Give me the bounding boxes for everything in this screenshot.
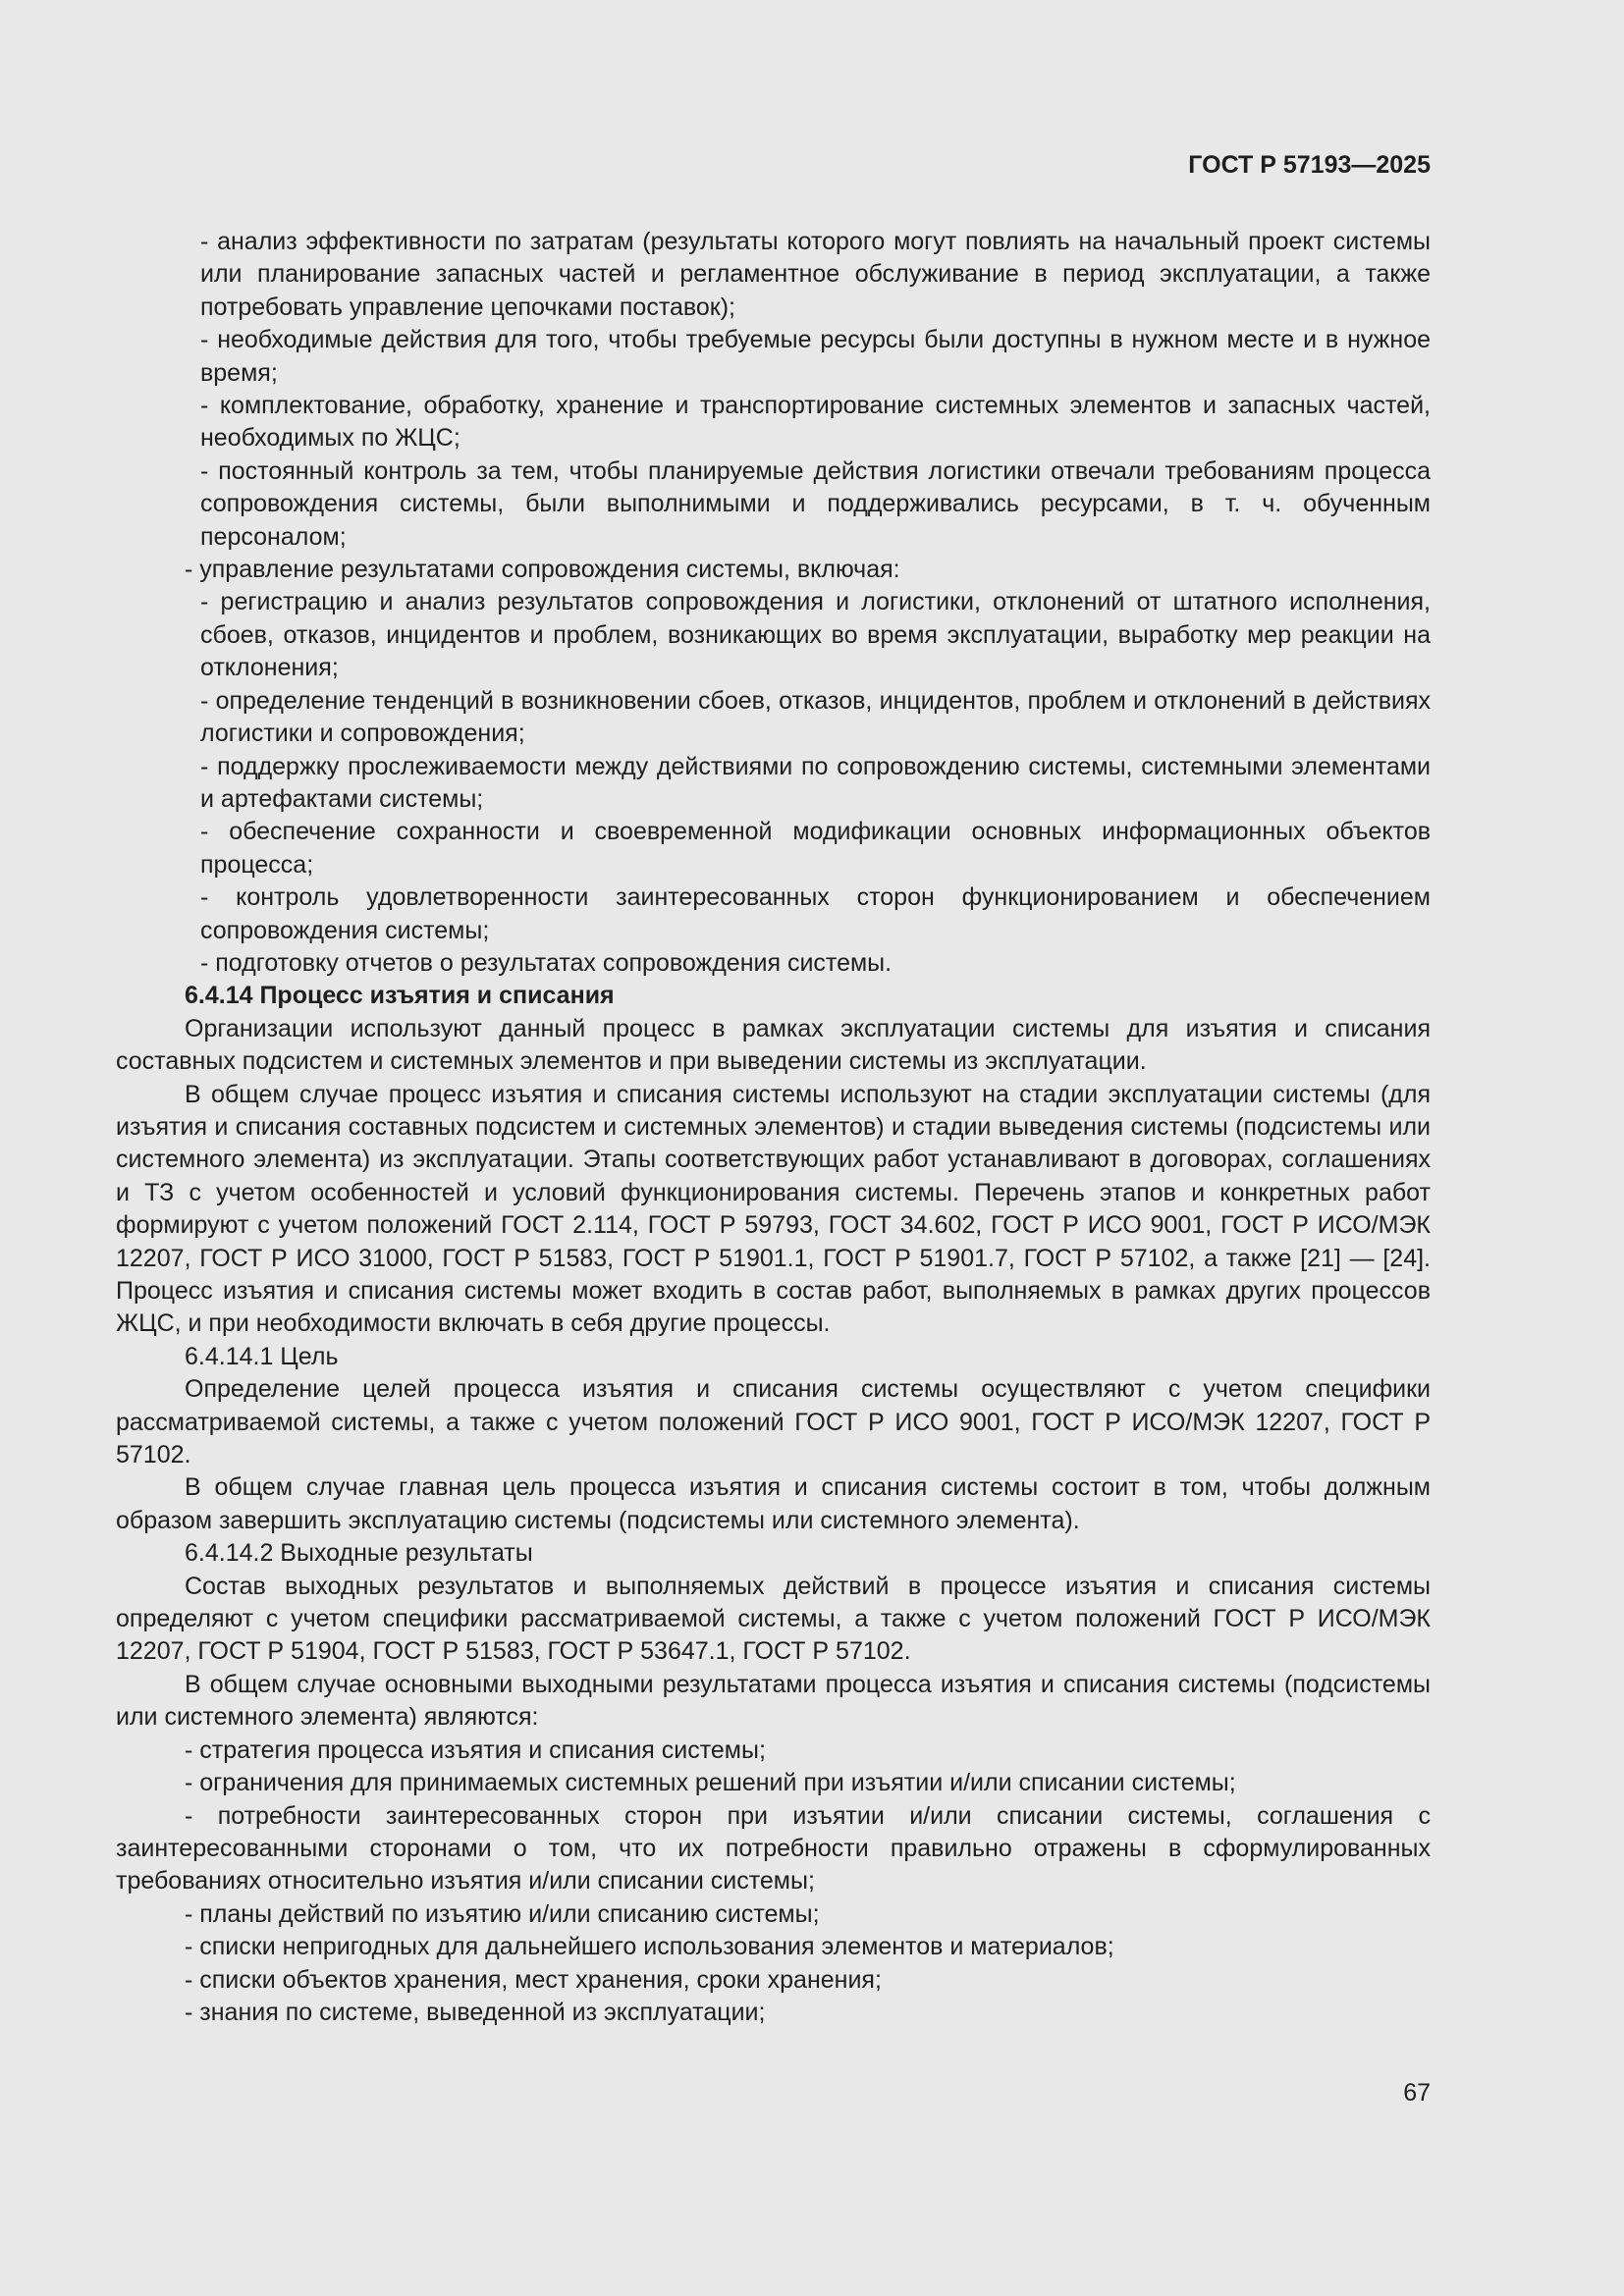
paragraph: - обеспечение сохранности и своевременной модификации основных информационных объектов процесса; (200, 818, 1431, 879)
paragraph: - управление результатами сопровождения системы, включая: (185, 556, 900, 584)
paragraph: - комплектование, обработку, хранение и транспортирование системных элементов и запасных частей, необходимых по ЖЦС; (200, 392, 1431, 453)
paragraph: - списки непригодных для дальнейшего использования элементов и материалов; (185, 1933, 1114, 1961)
paragraph: - постоянный контроль за тем, чтобы планируемые действия логистики отвечали требованиям процесса сопровождения системы, были выполнимыми и поддерживались ресурсами, в т. ч. обученным персоналом; (200, 456, 1431, 551)
paragraph: - списки объектов хранения, мест хранения, сроки хранения; (185, 1965, 882, 1994)
paragraph: Состав выходных результатов и выполняемых действий в процессе изъятия и списания системы определяют с учетом специфики рассматриваемой системы, а также с учетом положений ГОСТ Р ИСО/МЭК 12207, ГОСТ Р 51904, ГОСТ Р 51583, ГОСТ Р 53647.1, ГОСТ Р 57102. (116, 1572, 1431, 1666)
paragraph: - необходимые действия для того, чтобы требуемые ресурсы были доступны в нужном месте и в нужное время; (200, 326, 1431, 387)
paragraph: В общем случае основными выходными результатами процесса изъятия и списания системы (подсистемы или системного элемента) являются: (116, 1670, 1431, 1732)
paragraph: - определение тенденций в возникновении сбоев, отказов, инцидентов, проблем и отклонений в действиях логистики и сопровождения; (200, 686, 1431, 748)
paragraph: - стратегия процесса изъятия и списания системы; (185, 1735, 766, 1764)
document-body (116, 226, 1431, 2029)
paragraph: - ограничения для принимаемых системных решений при изъятии и/или списании системы; (185, 1769, 1236, 1797)
section-heading: 6.4.14 Процесс изъятия и списания (185, 982, 615, 1010)
paragraph: - регистрацию и анализ результатов сопровождения и логистики, отклонений от штатного исполнения, сбоев, отказов, инцидентов и проблем, возникающих во время эксплуатации, выработку мер реакции на отклонения; (200, 588, 1431, 682)
paragraph: Организации используют данный процесс в рамках эксплуатации системы для изъятия и списания составных подсистем и системных элементов и при выведении системы из эксплуатации. (116, 1014, 1431, 1076)
paragraph: - подготовку отчетов о результатах сопровождения системы. (200, 948, 893, 977)
paragraph: - контроль удовлетворенности заинтересованных сторон функционированием и обеспечением сопровождения системы; (200, 883, 1431, 944)
paragraph: 6.4.14.1 Цель (185, 1342, 339, 1370)
paragraph: В общем случае главная цель процесса изъятия и списания системы состоит в том, чтобы должным образом завершить эксплуатацию системы (подсистемы или системного элемента). (116, 1473, 1431, 1534)
paragraph: - анализ эффективности по затратам (результаты которого могут повлиять на начальный проект системы или планирование запасных частей и регламентное обслуживание в период эксплуатации, а также потребовать управление цепочками поставок); (200, 228, 1431, 321)
document-header: ГОСТ Р 57193—2025 (1188, 151, 1431, 179)
paragraph: 6.4.14.2 Выходные результаты (185, 1539, 533, 1568)
paragraph: В общем случае процесс изъятия и списания системы используют на стадии эксплуатации системы (для изъятия и списания составных подсистем и системных элементов) и стадии выведения системы (подсистемы или системного элемента) из эксплуатации. Этапы соответствующих работ устанавливают в договорах, соглашениях и ТЗ с учетом особенностей и условий функционирования системы. Перечень этапов и конкретных работ формируют с учетом положений ГОСТ 2.114, ГОСТ Р 59793, ГОСТ 34.602, ГОСТ Р ИСО 9001, ГОСТ Р ИСО/МЭК 12207, ГОСТ Р ИСО 31000, ГОСТ Р 51583, ГОСТ Р 51901.1, ГОСТ Р 51901.7, ГОСТ Р 57102, а также [21] — [24]. Процесс изъятия и списания системы может входить в состав работ, выполняемых в рамках других процессов ЖЦС, и при необходимости включать в себя другие процессы. (116, 1080, 1431, 1338)
paragraph: - поддержку прослеживаемости между действиями по сопровождению системы, системными элементами и артефактами системы; (200, 752, 1431, 813)
paragraph: Определение целей процесса изъятия и списания системы осуществляют с учетом специфики рассматриваемой системы, а также с учетом положений ГОСТ Р ИСО 9001, ГОСТ Р ИСО/МЭК 12207, ГОСТ Р 57102. (116, 1375, 1431, 1469)
paragraph: - знания по системе, выведенной из эксплуатации; (185, 1998, 766, 2026)
paragraph: - потребности заинтересованных сторон при изъятии и/или списании системы, соглашения с заинтересованными сторонами о том, что их потребности правильно отражены в сформулированных требованиях относительно изъятия и/или списании системы; (116, 1801, 1431, 1896)
paragraph: - планы действий по изъятию и/или списанию системы; (185, 1899, 820, 1928)
page-number: 67 (1403, 2079, 1431, 2107)
